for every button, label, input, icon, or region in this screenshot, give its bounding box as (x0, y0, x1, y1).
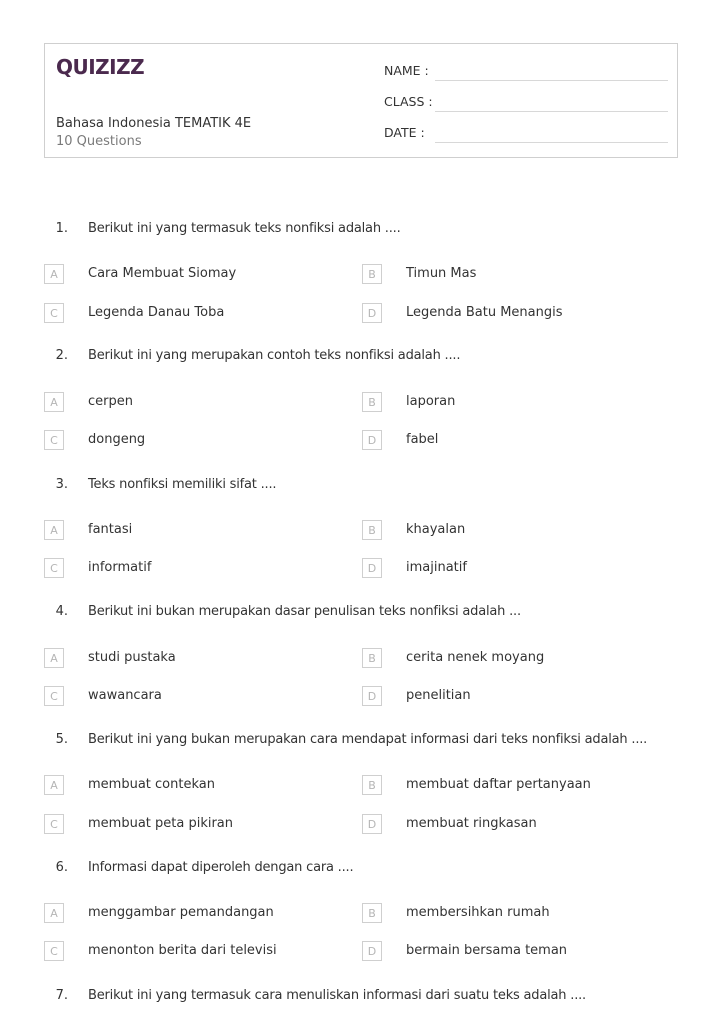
option-text: menonton berita dari televisi (88, 943, 277, 958)
date-line (435, 142, 668, 143)
option-text: khayalan (406, 522, 466, 537)
option-letter-box: D (362, 941, 382, 961)
option-letter-box: B (362, 648, 382, 668)
name-line (435, 80, 668, 81)
option-letter-box: C (44, 941, 64, 961)
option-letter-box: B (362, 775, 382, 795)
option-letter-box: C (44, 430, 64, 450)
option-letter-box: C (44, 303, 64, 323)
option-letter-box: C (44, 558, 64, 578)
question-number: 3. (55, 477, 68, 492)
option-text: membersihkan rumah (406, 905, 550, 920)
option-text: membuat daftar pertanyaan (406, 777, 591, 792)
option-text: studi pustaka (88, 650, 176, 665)
option-text: Cara Membuat Siomay (88, 266, 237, 281)
question-number: 6. (55, 860, 68, 875)
quizizz-logo: QUIZIZZ (56, 55, 145, 79)
question-text: Informasi dapat diperoleh dengan cara .... (88, 860, 354, 875)
option-letter-box: D (362, 814, 382, 834)
option-text: imajinatif (406, 560, 467, 575)
option-text: membuat ringkasan (406, 816, 537, 831)
class-line (435, 111, 668, 112)
option-text: fabel (406, 432, 439, 447)
option-text: Legenda Batu Menangis (406, 305, 563, 320)
question-number: 7. (55, 988, 68, 1003)
class-label: CLASS : (384, 94, 433, 109)
question-number: 4. (55, 604, 68, 619)
question-text: Berikut ini yang termasuk teks nonfiksi adalah .... (88, 221, 401, 236)
name-label: NAME : (384, 63, 429, 78)
option-text: membuat contekan (88, 777, 215, 792)
option-letter-box: A (44, 264, 64, 284)
worksheet-header (44, 43, 678, 158)
option-letter-box: D (362, 430, 382, 450)
option-letter-box: A (44, 392, 64, 412)
option-text: laporan (406, 394, 456, 409)
option-text: penelitian (406, 688, 471, 703)
option-text: cerita nenek moyang (406, 650, 545, 665)
option-letter-box: D (362, 558, 382, 578)
option-text: fantasi (88, 522, 133, 537)
question-number: 1. (55, 221, 68, 236)
question-text: Berikut ini yang termasuk cara menuliskan informasi dari suatu teks adalah .... (88, 988, 586, 1003)
option-letter-box: A (44, 648, 64, 668)
option-letter-box: B (362, 520, 382, 540)
option-letter-box: D (362, 686, 382, 706)
option-text: bermain bersama teman (406, 943, 568, 958)
option-text: Legenda Danau Toba (88, 305, 225, 320)
option-text: Timun Mas (406, 266, 477, 281)
option-text: cerpen (88, 394, 133, 409)
option-letter-box: A (44, 775, 64, 795)
question-count: 10 Questions (56, 134, 142, 149)
option-letter-box: B (362, 392, 382, 412)
option-text: wawancara (88, 688, 162, 703)
option-text: dongeng (88, 432, 146, 447)
worksheet-title: Bahasa Indonesia TEMATIK 4E (56, 116, 252, 131)
date-label: DATE : (384, 125, 425, 140)
option-letter-box: B (362, 903, 382, 923)
question-text: Teks nonfiksi memiliki sifat .... (88, 477, 277, 492)
option-letter-box: A (44, 520, 64, 540)
option-letter-box: B (362, 264, 382, 284)
question-text: Berikut ini yang bukan merupakan cara mendapat informasi dari teks nonfiksi adalah .... (88, 732, 648, 747)
question-text: Berikut ini bukan merupakan dasar penulisan teks nonfiksi adalah ... (88, 604, 521, 619)
option-text: membuat peta pikiran (88, 816, 234, 831)
question-text: Berikut ini yang merupakan contoh teks nonfiksi adalah .... (88, 348, 461, 363)
option-letter-box: C (44, 686, 64, 706)
option-letter-box: D (362, 303, 382, 323)
option-letter-box: A (44, 903, 64, 923)
option-letter-box: C (44, 814, 64, 834)
option-text: informatif (88, 560, 152, 575)
question-number: 2. (55, 348, 68, 363)
option-text: menggambar pemandangan (88, 905, 274, 920)
question-number: 5. (55, 732, 68, 747)
